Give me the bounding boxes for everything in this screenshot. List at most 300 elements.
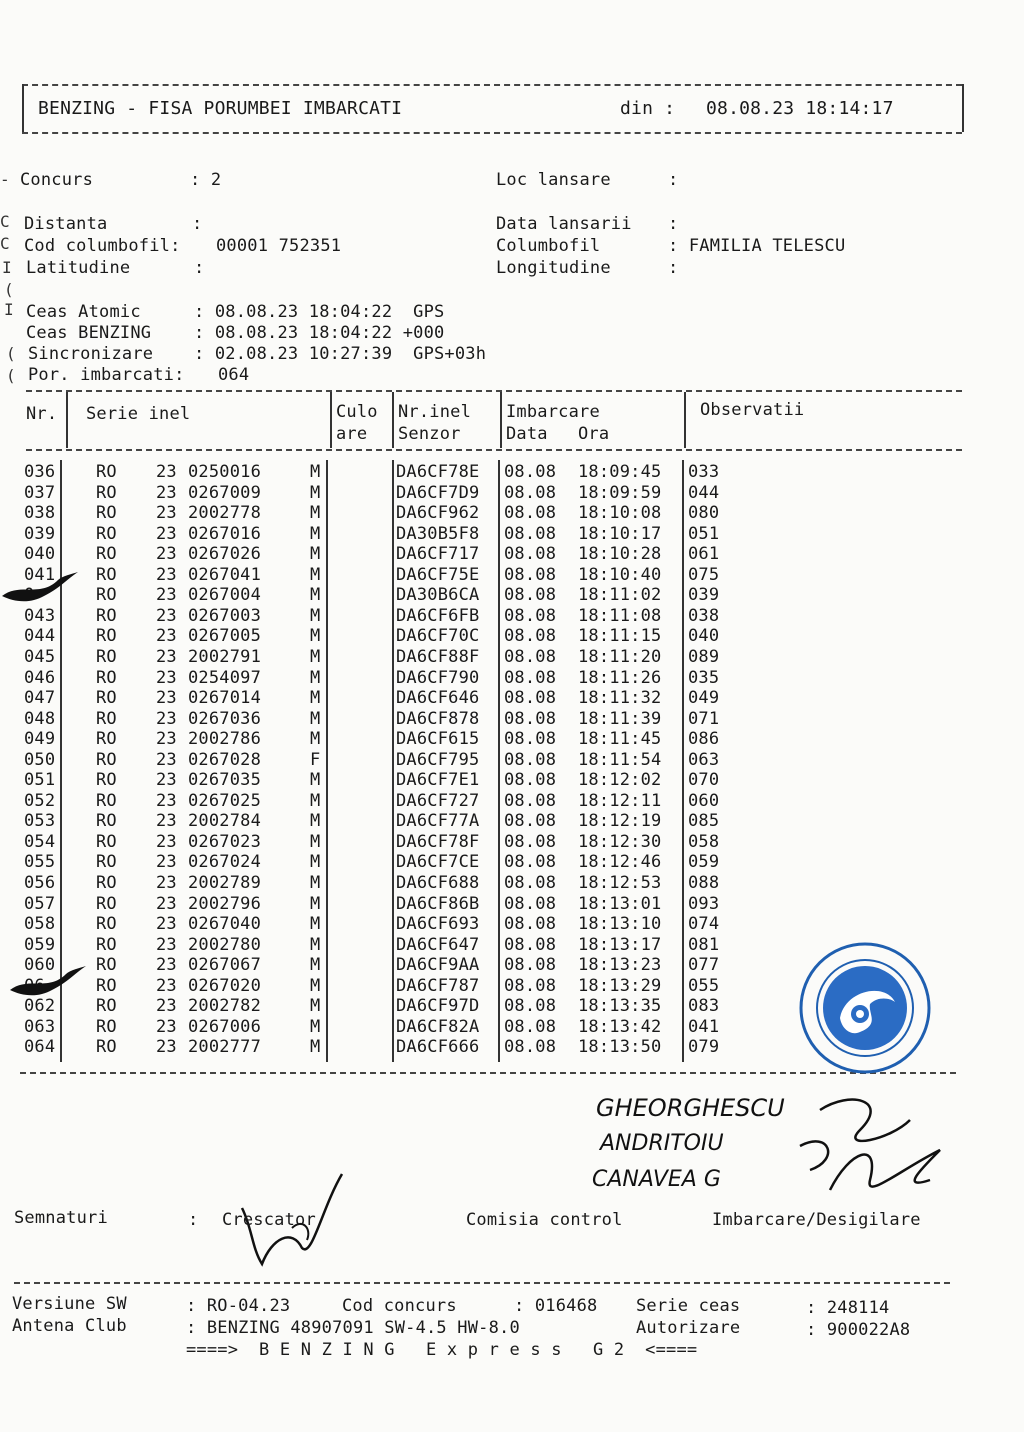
semnaturi-colon: : xyxy=(188,1210,199,1230)
ceas-benzing-label: Ceas BENZING xyxy=(26,323,152,343)
cell-an: 23 xyxy=(156,914,177,935)
cell-inel: 0267025 xyxy=(188,790,262,811)
cell-nr: 043 xyxy=(24,605,56,626)
cell-an: 23 xyxy=(156,462,177,482)
cell-observatii: 071 xyxy=(688,708,720,729)
latitudine-value: : xyxy=(194,258,205,278)
latitudine-label: Latitudine xyxy=(26,258,131,278)
cell-ora: 18:09:45 xyxy=(578,462,662,482)
cell-inel: 0267003 xyxy=(188,605,262,626)
cell-an: 23 xyxy=(156,1016,177,1037)
cell-sex: F xyxy=(310,749,321,770)
cell-inel: 0250016 xyxy=(188,462,262,482)
cell-sex: M xyxy=(310,564,321,585)
col-culoare-header-2: are xyxy=(336,424,368,444)
cell-inel: 0267020 xyxy=(188,975,262,996)
cell-an: 23 xyxy=(156,523,177,544)
header-sep xyxy=(330,392,332,448)
cell-tara: RO xyxy=(96,667,117,688)
pigeon-federation-stamp-icon xyxy=(790,940,940,1080)
cell-ora: 18:10:28 xyxy=(578,544,662,565)
cell-inel: 2002780 xyxy=(188,934,262,955)
cell-nr: 052 xyxy=(24,790,56,811)
cell-senzor: DA6CF6FB xyxy=(396,605,480,626)
cell-ora: 18:13:10 xyxy=(578,914,662,935)
longitudine-value: : xyxy=(668,258,679,278)
cell-ora: 18:10:17 xyxy=(578,523,662,544)
cell-sex: M xyxy=(310,914,321,935)
cell-observatii: 081 xyxy=(688,934,720,955)
cell-senzor: DA6CF693 xyxy=(396,914,480,935)
cell-inel: 0267028 xyxy=(188,749,262,770)
cell-nr: 047 xyxy=(24,688,56,709)
cell-sex: M xyxy=(310,1037,321,1058)
cell-data: 08.08 xyxy=(504,996,557,1017)
cell-sex: M xyxy=(310,605,321,626)
cell-sex: M xyxy=(310,462,321,482)
cell-data: 08.08 xyxy=(504,544,557,565)
cell-an: 23 xyxy=(156,708,177,729)
table-row xyxy=(0,811,1024,832)
cell-tara: RO xyxy=(96,852,117,873)
cell-an: 23 xyxy=(156,975,177,996)
por-imbarcati-value: 064 xyxy=(218,365,250,385)
cell-nr: 048 xyxy=(24,708,56,729)
cell-tara: RO xyxy=(96,811,117,832)
cell-an: 23 xyxy=(156,646,177,667)
cell-inel: 0267023 xyxy=(188,831,262,852)
cell-inel: 0267024 xyxy=(188,852,262,873)
cell-tara: RO xyxy=(96,893,117,914)
cell-nr: 058 xyxy=(24,914,56,935)
antena-value: : BENZING 48907091 SW-4.5 HW-8.0 xyxy=(186,1318,520,1338)
concurs-value: : 2 xyxy=(190,170,222,190)
cell-inel: 0267036 xyxy=(188,708,262,729)
ceas-atomic-label: Ceas Atomic xyxy=(26,302,141,322)
cell-ora: 18:12:30 xyxy=(578,831,662,852)
table-top-border xyxy=(26,390,962,392)
cell-observatii: 089 xyxy=(688,646,720,667)
comisia-control-label: Comisia control xyxy=(466,1210,623,1230)
cell-observatii: 035 xyxy=(688,667,720,688)
cell-observatii: 033 xyxy=(688,462,720,482)
cell-ora: 18:10:40 xyxy=(578,564,662,585)
cell-sex: M xyxy=(310,955,321,976)
cell-sex: M xyxy=(310,1016,321,1037)
serie-ceas-label: Serie ceas xyxy=(636,1296,741,1316)
cell-nr: 054 xyxy=(24,831,56,852)
cell-inel: 2002782 xyxy=(188,996,262,1017)
cell-tara: RO xyxy=(96,996,117,1017)
margin-mark: ( xyxy=(6,366,16,385)
cell-sex: M xyxy=(310,873,321,893)
cell-senzor: DA6CF7D9 xyxy=(396,482,480,503)
cell-observatii: 074 xyxy=(688,914,720,935)
cell-tara: RO xyxy=(96,934,117,955)
cell-data: 08.08 xyxy=(504,811,557,832)
cell-nr: 046 xyxy=(24,667,56,688)
cell-observatii: 060 xyxy=(688,790,720,811)
cell-data: 08.08 xyxy=(504,934,557,955)
cell-ora: 18:09:59 xyxy=(578,482,662,503)
cell-sex: M xyxy=(310,770,321,791)
cell-ora: 18:13:17 xyxy=(578,934,662,955)
table-row xyxy=(0,729,1024,750)
cell-nr: 041 xyxy=(24,564,56,585)
cell-data: 08.08 xyxy=(504,585,557,606)
cell-senzor: DA6CF7E1 xyxy=(396,770,480,791)
cell-observatii: 079 xyxy=(688,1037,720,1058)
cell-an: 23 xyxy=(156,605,177,626)
header-bottom-border xyxy=(22,132,962,134)
cell-observatii: 083 xyxy=(688,996,720,1017)
cell-observatii: 070 xyxy=(688,770,720,791)
antena-label: Antena Club xyxy=(12,1316,127,1336)
cell-data: 08.08 xyxy=(504,893,557,914)
cell-an: 23 xyxy=(156,934,177,955)
table-row xyxy=(0,750,1024,771)
table-row xyxy=(0,503,1024,524)
col-observatii-header: Observatii xyxy=(700,400,805,420)
cell-inel: 0267009 xyxy=(188,482,262,503)
col-nrinel-header-2: Senzor xyxy=(398,424,461,444)
cell-data: 08.08 xyxy=(504,482,557,503)
cell-senzor: DA6CF78F xyxy=(396,831,480,852)
col-data-header: Data xyxy=(506,424,548,444)
date-value: 08.08.23 18:14:17 xyxy=(706,98,894,119)
table-row xyxy=(0,606,1024,627)
cell-ora: 18:11:02 xyxy=(578,585,662,606)
table-row xyxy=(0,544,1024,565)
col-culoare-header-1: Culo xyxy=(336,402,378,422)
cell-nr: 049 xyxy=(24,729,56,750)
cell-tara: RO xyxy=(96,831,117,852)
cod-concurs-value: : 016468 xyxy=(514,1296,598,1316)
cell-senzor: DA6CF86B xyxy=(396,893,480,914)
cell-nr: 053 xyxy=(24,811,56,832)
cell-inel: 2002777 xyxy=(188,1037,262,1058)
cell-sex: M xyxy=(310,503,321,524)
cell-inel: 2002786 xyxy=(188,729,262,750)
table-row xyxy=(0,565,1024,586)
cell-an: 23 xyxy=(156,893,177,914)
margin-mark: I xyxy=(4,300,14,319)
cell-observatii: 075 xyxy=(688,564,720,585)
cell-observatii: 086 xyxy=(688,729,720,750)
cell-data: 08.08 xyxy=(504,852,557,873)
cell-sex: M xyxy=(310,626,321,647)
col-nr-header: Nr. xyxy=(26,404,58,424)
table-row xyxy=(0,647,1024,668)
cell-ora: 18:11:15 xyxy=(578,626,662,647)
cell-an: 23 xyxy=(156,688,177,709)
crescator-label: Crescator xyxy=(222,1210,316,1230)
semnaturi-label: Semnaturi xyxy=(14,1208,108,1228)
cell-an: 23 xyxy=(156,482,177,503)
imbarcare-desigilare-label: Imbarcare/Desigilare xyxy=(712,1210,921,1230)
cell-tara: RO xyxy=(96,585,117,606)
cell-data: 08.08 xyxy=(504,503,557,524)
cell-an: 23 xyxy=(156,955,177,976)
cod-concurs-label: Cod concurs xyxy=(342,1296,457,1316)
cell-inel: 2002796 xyxy=(188,893,262,914)
table-row xyxy=(0,894,1024,915)
cell-senzor: DA6CF97D xyxy=(396,996,480,1017)
cell-data: 08.08 xyxy=(504,667,557,688)
cell-data: 08.08 xyxy=(504,1016,557,1037)
benzing-express-line: ====> B E N Z I N G E x p r e s s G 2 <==== xyxy=(186,1340,698,1360)
distanta-value: : xyxy=(192,214,203,234)
commission-name-3: CANAVEA G xyxy=(592,1167,721,1192)
cell-nr: 059 xyxy=(24,934,56,955)
cell-inel: 0267041 xyxy=(188,564,262,585)
table-row xyxy=(0,791,1024,812)
cell-inel: 0267026 xyxy=(188,544,262,565)
ink-mark xyxy=(0,568,80,608)
cell-inel: 2002778 xyxy=(188,503,262,524)
cell-ora: 18:13:29 xyxy=(578,975,662,996)
cell-senzor: DA6CF795 xyxy=(396,749,480,770)
cell-sex: M xyxy=(310,646,321,667)
cell-tara: RO xyxy=(96,544,117,565)
cell-ora: 18:13:42 xyxy=(578,1016,662,1037)
cell-data: 08.08 xyxy=(504,708,557,729)
data-lansarii-label: Data lansarii xyxy=(496,214,632,234)
margin-mark: ( xyxy=(6,344,16,363)
cell-data: 08.08 xyxy=(504,749,557,770)
cell-nr: 050 xyxy=(24,749,56,770)
cell-data: 08.08 xyxy=(504,955,557,976)
cell-ora: 18:13:50 xyxy=(578,1037,662,1058)
cell-data: 08.08 xyxy=(504,646,557,667)
header-sep xyxy=(66,392,68,448)
cell-ora: 18:11:45 xyxy=(578,729,662,750)
table-row xyxy=(0,688,1024,709)
page-title: BENZING - FISA PORUMBEI IMBARCATI xyxy=(38,98,403,119)
cell-senzor: DA6CF790 xyxy=(396,667,480,688)
cell-data: 08.08 xyxy=(504,873,557,893)
cell-observatii: 077 xyxy=(688,955,720,976)
cell-nr: 064 xyxy=(24,1037,56,1058)
cell-ora: 18:10:08 xyxy=(578,503,662,524)
cell-senzor: DA6CF787 xyxy=(396,975,480,996)
versiune-value: : RO-04.23 xyxy=(186,1296,291,1316)
cell-an: 23 xyxy=(156,770,177,791)
cell-sex: M xyxy=(310,729,321,750)
cell-tara: RO xyxy=(96,955,117,976)
imbarcare-signature-scribble xyxy=(820,1130,960,1210)
cell-senzor: DA6CF88F xyxy=(396,646,480,667)
cell-senzor: DA6CF82A xyxy=(396,1016,480,1037)
cell-ora: 18:12:19 xyxy=(578,811,662,832)
cell-inel: 2002791 xyxy=(188,646,262,667)
col-imbarcare-header: Imbarcare xyxy=(506,402,600,422)
cell-observatii: 040 xyxy=(688,626,720,647)
table-row xyxy=(0,873,1024,894)
cell-an: 23 xyxy=(156,831,177,852)
header-sep xyxy=(684,392,686,448)
cell-an: 23 xyxy=(156,626,177,647)
cell-ora: 18:11:54 xyxy=(578,749,662,770)
autorizare-label: Autorizare xyxy=(636,1318,741,1338)
table-header-border xyxy=(26,449,962,451)
cell-sex: M xyxy=(310,996,321,1017)
cell-senzor: DA6CF77A xyxy=(396,811,480,832)
cell-data: 08.08 xyxy=(504,1037,557,1058)
cell-inel: 2002784 xyxy=(188,811,262,832)
cell-inel: 0267016 xyxy=(188,523,262,544)
cell-senzor: DA6CF666 xyxy=(396,1037,480,1058)
cell-ora: 18:12:53 xyxy=(578,873,662,893)
table-row xyxy=(0,770,1024,791)
cell-nr: 045 xyxy=(24,646,56,667)
table-row xyxy=(0,462,1024,483)
cell-sex: M xyxy=(310,585,321,606)
cell-ora: 18:12:46 xyxy=(578,852,662,873)
cell-tara: RO xyxy=(96,503,117,524)
cell-sex: M xyxy=(310,975,321,996)
cell-data: 08.08 xyxy=(504,688,557,709)
header-sep xyxy=(392,392,394,448)
ceas-atomic-value: : 08.08.23 18:04:22 GPS xyxy=(194,302,445,322)
margin-mark: C xyxy=(0,212,10,231)
concurs-label: Concurs xyxy=(20,170,94,190)
cell-tara: RO xyxy=(96,729,117,750)
cell-nr: 055 xyxy=(24,852,56,873)
table-row xyxy=(0,585,1024,606)
cell-ora: 18:13:23 xyxy=(578,955,662,976)
cell-tara: RO xyxy=(96,708,117,729)
cell-an: 23 xyxy=(156,749,177,770)
cell-tara: RO xyxy=(96,605,117,626)
cell-observatii: 080 xyxy=(688,503,720,524)
cell-sex: M xyxy=(310,688,321,709)
cell-data: 08.08 xyxy=(504,523,557,544)
serie-ceas-value: : 248114 xyxy=(806,1298,890,1318)
cell-sex: M xyxy=(310,523,321,544)
cell-tara: RO xyxy=(96,790,117,811)
distanta-label: Distanta xyxy=(24,214,108,234)
cell-sex: M xyxy=(310,482,321,503)
cell-nr: 060 xyxy=(24,955,56,976)
longitudine-label: Longitudine xyxy=(496,258,611,278)
cell-nr: 038 xyxy=(24,503,56,524)
cell-senzor: DA6CF647 xyxy=(396,934,480,955)
cell-data: 08.08 xyxy=(504,462,557,482)
cell-observatii: 041 xyxy=(688,1016,720,1037)
cell-nr: 037 xyxy=(24,482,56,503)
cell-data: 08.08 xyxy=(504,914,557,935)
cell-an: 23 xyxy=(156,585,177,606)
cell-tara: RO xyxy=(96,523,117,544)
cell-inel: 0267004 xyxy=(188,585,262,606)
cell-ora: 18:11:32 xyxy=(578,688,662,709)
cell-tara: RO xyxy=(96,1016,117,1037)
table-row xyxy=(0,709,1024,730)
cell-tara: RO xyxy=(96,914,117,935)
cell-senzor: DA30B5F8 xyxy=(396,523,480,544)
versiune-label: Versiune SW xyxy=(12,1294,127,1314)
date-label: din : xyxy=(620,98,676,119)
cell-sex: M xyxy=(310,831,321,852)
cell-data: 08.08 xyxy=(504,564,557,585)
cell-observatii: 063 xyxy=(688,749,720,770)
cell-an: 23 xyxy=(156,996,177,1017)
cell-tara: RO xyxy=(96,749,117,770)
cell-senzor: DA6CF962 xyxy=(396,503,480,524)
cell-senzor: DA6CF717 xyxy=(396,544,480,565)
cell-tara: RO xyxy=(96,975,117,996)
cell-senzor: DA6CF646 xyxy=(396,688,480,709)
cell-observatii: 051 xyxy=(688,523,720,544)
cell-nr: 062 xyxy=(24,996,56,1017)
cell-nr: 040 xyxy=(24,544,56,565)
cell-tara: RO xyxy=(96,626,117,647)
cell-nr: 056 xyxy=(24,873,56,893)
cell-nr: 063 xyxy=(24,1016,56,1037)
cell-ora: 18:13:35 xyxy=(578,996,662,1017)
cell-an: 23 xyxy=(156,873,177,893)
cell-sex: M xyxy=(310,852,321,873)
cell-senzor: DA6CF75E xyxy=(396,564,480,585)
cod-columbofil-value: 00001 752351 xyxy=(216,236,342,256)
cell-observatii: 055 xyxy=(688,975,720,996)
por-imbarcati-label: Por. imbarcati: xyxy=(28,365,185,385)
cell-an: 23 xyxy=(156,667,177,688)
cell-senzor: DA30B6CA xyxy=(396,585,480,606)
cell-an: 23 xyxy=(156,544,177,565)
cell-senzor: DA6CF878 xyxy=(396,708,480,729)
margin-mark: C xyxy=(0,234,10,253)
cell-inel: 0267005 xyxy=(188,626,262,647)
ink-mark xyxy=(8,962,88,1002)
cell-senzor: DA6CF615 xyxy=(396,729,480,750)
cell-observatii: 061 xyxy=(688,544,720,565)
cell-data: 08.08 xyxy=(504,831,557,852)
cell-ora: 18:11:08 xyxy=(578,605,662,626)
autorizare-value: : 900022A8 xyxy=(806,1320,911,1340)
footer-border xyxy=(14,1282,950,1284)
cell-tara: RO xyxy=(96,770,117,791)
cell-ora: 18:12:11 xyxy=(578,790,662,811)
sincronizare-label: Sincronizare xyxy=(28,344,154,364)
cell-tara: RO xyxy=(96,646,117,667)
loc-value: : xyxy=(668,170,679,190)
cell-ora: 18:13:01 xyxy=(578,893,662,914)
sincronizare-value: : 02.08.23 10:27:39 GPS+03h xyxy=(194,344,487,364)
data-lansarii-value: : xyxy=(668,214,679,234)
cell-observatii: 085 xyxy=(688,811,720,832)
cell-tara: RO xyxy=(96,462,117,482)
cell-senzor: DA6CF70C xyxy=(396,626,480,647)
table-row xyxy=(0,483,1024,504)
loc-label: Loc lansare xyxy=(496,170,611,190)
cell-ora: 18:11:20 xyxy=(578,646,662,667)
cell-nr: 039 xyxy=(24,523,56,544)
cell-sex: M xyxy=(310,790,321,811)
cell-observatii: 059 xyxy=(688,852,720,873)
cell-observatii: 049 xyxy=(688,688,720,709)
cell-nr: 036 xyxy=(24,462,56,482)
header-sep xyxy=(500,392,502,448)
table-row xyxy=(0,626,1024,647)
commission-name-1: GHEORGHESCU xyxy=(596,1094,785,1122)
cell-an: 23 xyxy=(156,503,177,524)
cell-sex: M xyxy=(310,893,321,914)
cell-observatii: 039 xyxy=(688,585,720,606)
cell-sex: M xyxy=(310,544,321,565)
col-serie-header: Serie inel xyxy=(86,404,191,424)
